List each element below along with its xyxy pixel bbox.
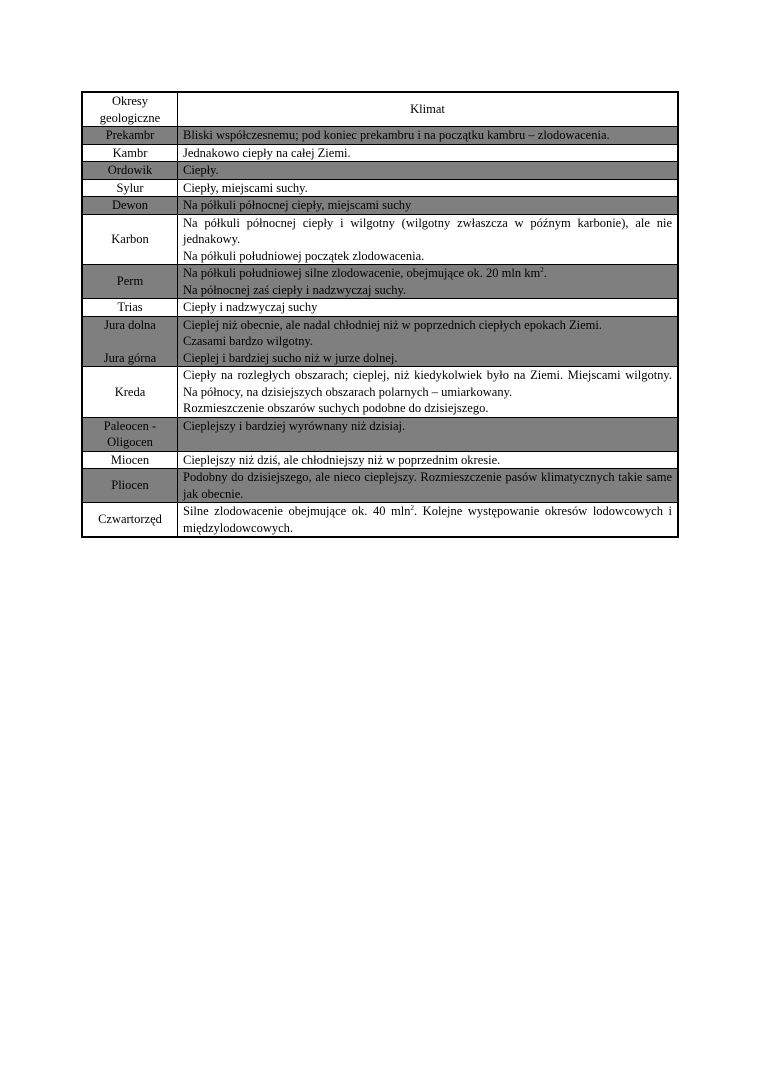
period-line: Jura dolna bbox=[104, 317, 156, 332]
climate-cell bbox=[178, 265, 679, 299]
climate-line: Ciepły na rozległych obszarach; cieplej, niż kiedykolwiek było na Ziemi. Miejscami wilgotny. Na północy, na dzisiejszych obszarach polarnych – umiarkowany. bbox=[183, 368, 672, 399]
climate-cell: Silne zlodowacenie obejmujące ok. 40 mln$^2$. Kolejne występowanie okresów lodowcowych i międzylodowcowych. bbox=[178, 503, 679, 538]
period-cell: Karbon bbox=[82, 214, 178, 265]
period-cell: Czwartorzęd bbox=[82, 503, 178, 538]
table-row bbox=[82, 469, 678, 503]
climate-line: Na półkuli południowej początek zlodowacenia. bbox=[183, 248, 425, 263]
table-row bbox=[82, 197, 678, 215]
period-cell: Miocen bbox=[82, 451, 178, 469]
period-line: Jura górna bbox=[103, 350, 157, 365]
climate-table bbox=[81, 91, 679, 538]
climate-cell: Cieplejszy niż dziś, ale chłodniejszy niż w poprzednim okresie. bbox=[178, 451, 679, 469]
table-row bbox=[82, 162, 678, 180]
period-cell: Paleocen - Oligocen bbox=[82, 417, 178, 451]
climate-cell: Ciepły i nadzwyczaj suchy bbox=[178, 299, 679, 317]
climate-line: Cieplej niż obecnie, ale nadal chłodniej niż w poprzednich ciepłych epokach Ziemi. bbox=[183, 317, 602, 332]
climate-line: Cieplej i bardziej sucho niż w jurze dolnej. bbox=[183, 350, 398, 365]
climate-line: Na półkuli północnej ciepły i wilgotny (wilgotny zwłaszcza w późnym karbonie), ale nie jednakowy. bbox=[183, 215, 672, 246]
period-cell: Kreda bbox=[82, 367, 178, 418]
header-climate: Klimat bbox=[178, 92, 679, 127]
table-row bbox=[82, 265, 678, 299]
climate-cell bbox=[178, 367, 679, 418]
period-cell: Perm bbox=[82, 265, 178, 299]
table-row bbox=[82, 417, 678, 451]
climate-cell bbox=[178, 316, 679, 367]
period-cell: Kambr bbox=[82, 144, 178, 162]
climate-line: Na półkuli południowej silne zlodowacenie, obejmujące ok. 20 mln $km^2$. bbox=[183, 265, 547, 280]
period-cell: Trias bbox=[82, 299, 178, 317]
climate-line: Czasami bardzo wilgotny. bbox=[183, 334, 314, 348]
climate-cell: Cieplejszy i bardziej wyrównany niż dzisiaj. bbox=[178, 417, 679, 451]
period-cell bbox=[82, 316, 178, 367]
climate-cell: Na półkuli północnej ciepły, miejscami suchy bbox=[178, 197, 679, 215]
header-row bbox=[82, 92, 678, 127]
climate-cell: Podobny do dzisiejszego, ale nieco cieplejszy. Rozmieszczenie pasów klimatycznych takie same jak obecnie. bbox=[178, 469, 679, 503]
period-cell: Pliocen bbox=[82, 469, 178, 503]
climate-cell bbox=[178, 214, 679, 265]
period-cell: Prekambr bbox=[82, 127, 178, 145]
climate-line: Na północnej zaś ciepły i nadzwyczaj suchy. bbox=[183, 282, 407, 297]
header-period: Okresy geologiczne bbox=[82, 92, 178, 127]
table-row bbox=[82, 144, 678, 162]
table-row bbox=[82, 316, 678, 367]
table-row bbox=[82, 451, 678, 469]
climate-cell: Bliski współczesnemu; pod koniec prekambru i na początku kambru – zlodowacenia. bbox=[178, 127, 679, 145]
table-row bbox=[82, 179, 678, 197]
period-cell: Dewon bbox=[82, 197, 178, 215]
climate-line: Rozmieszczenie obszarów suchych podobne do dzisiejszego. bbox=[183, 401, 489, 415]
climate-cell: Ciepły, miejscami suchy. bbox=[178, 179, 679, 197]
climate-cell: Jednakowo ciepły na całej Ziemi. bbox=[178, 144, 679, 162]
period-cell: Ordowik bbox=[82, 162, 178, 180]
table-row bbox=[82, 299, 678, 317]
period-cell: Sylur bbox=[82, 179, 178, 197]
table-row bbox=[82, 503, 678, 538]
climate-cell: Ciepły. bbox=[178, 162, 679, 180]
table-row bbox=[82, 367, 678, 418]
table-row bbox=[82, 214, 678, 265]
table-row bbox=[82, 127, 678, 145]
